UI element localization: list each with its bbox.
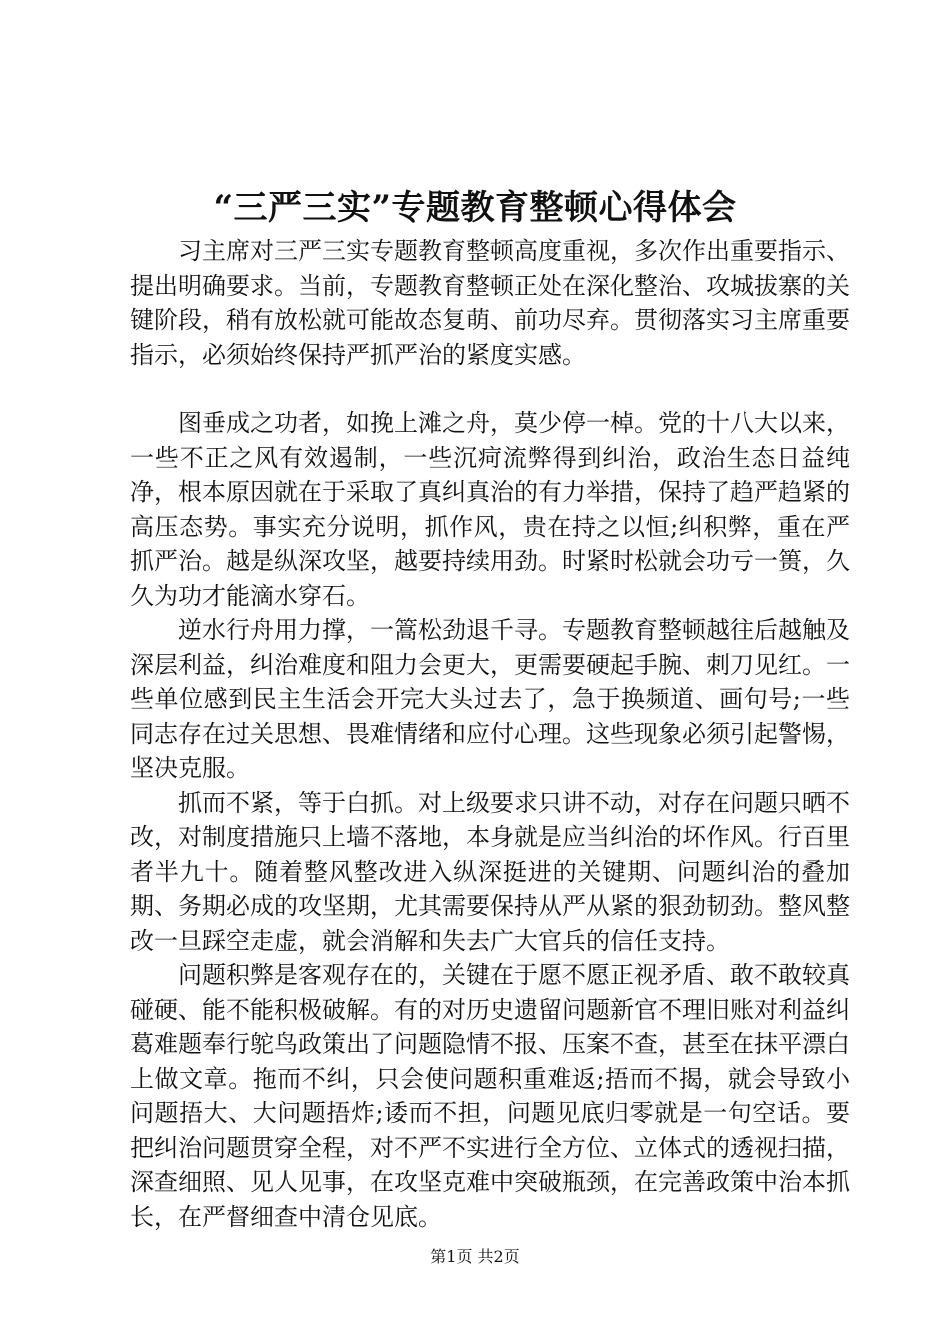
paragraph-2: 图垂成之功者，如挽上滩之舟，莫少停一棹。党的十八大以来，一些不正之风有效遏制，一些沉疴流弊得到纠治，政治生态日益纯净，根本原因就在于采取了真纠真治的有力举措，保持了趋严趋紧的高压态势。事实充分说明，抓作风，贵在持之以恒;纠积弊，重在严抓严治。越是纵深攻坚，越要持续用劲。时紧时松就会功亏一篑，久久为功才能滴水穿石。 bbox=[130, 409, 850, 610]
paragraph-5: 问题积弊是客观存在的，关键在于愿不愿正视矛盾、敢不敢较真碰硬、能不能积极破解。有的对历史遗留问题新官不理旧账对利益纠葛难题奉行鸵鸟政策出了问题隐情不报、压案不查，甚至在抹平漂白上做文章。拖而不纠，只会使问题积重难返;捂而不揭，就会导致小问题捂大、大问题捂炸;诿而不担，问题见底归零就是一句空话。要把纠治问题贯穿全程，对不严不实进行全方位、立体式的透视扫描，深查细照、见人见事，在攻坚克难中突破瓶颈，在完善政策中治本抓长，在严督细查中清仓见底。 bbox=[130, 961, 850, 1231]
paragraph-gap bbox=[130, 372, 850, 406]
paragraph-4: 抓而不紧，等于白抓。对上级要求只讲不动，对存在问题只晒不改，对制度措施只上墙不落地，本身就是应当纠治的坏作风。行百里者半九十。随着整风整改进入纵深挺进的关键期、问题纠治的叠加期、务期必成的攻坚期，尤其需要保持从严从紧的狠劲韧劲。整风整改一旦踩空走虚，就会消解和失去广大官兵的信任支持。 bbox=[130, 788, 850, 955]
document-body bbox=[130, 234, 850, 1234]
document-title: “三严三实”专题教育整顿心得体会 bbox=[213, 188, 737, 228]
paragraph-3: 逆水行舟用力撑，一篙松劲退千寻。专题教育整顿越往后越触及深层利益，纠治难度和阻力会更大，更需要硬起手腕、刺刀见红。一些单位感到民主生活会开完大头过去了，急于换频道、画句号;一些同志存在过关思想、畏难情绪和应付心理。这些现象必须引起警惕，坚决克服。 bbox=[130, 616, 850, 782]
page-footer: 第1页 共2页 bbox=[430, 1247, 520, 1266]
paragraph-1: 习主席对三严三实专题教育整顿高度重视，多次作出重要指示、提出明确要求。当前，专题教育整顿正处在深化整治、攻城拔寨的关键阶段，稍有放松就可能故态复萌、前功尽弃。贯彻落实习主席重要指示，必须始终保持严抓严治的紧度实感。 bbox=[130, 237, 850, 369]
